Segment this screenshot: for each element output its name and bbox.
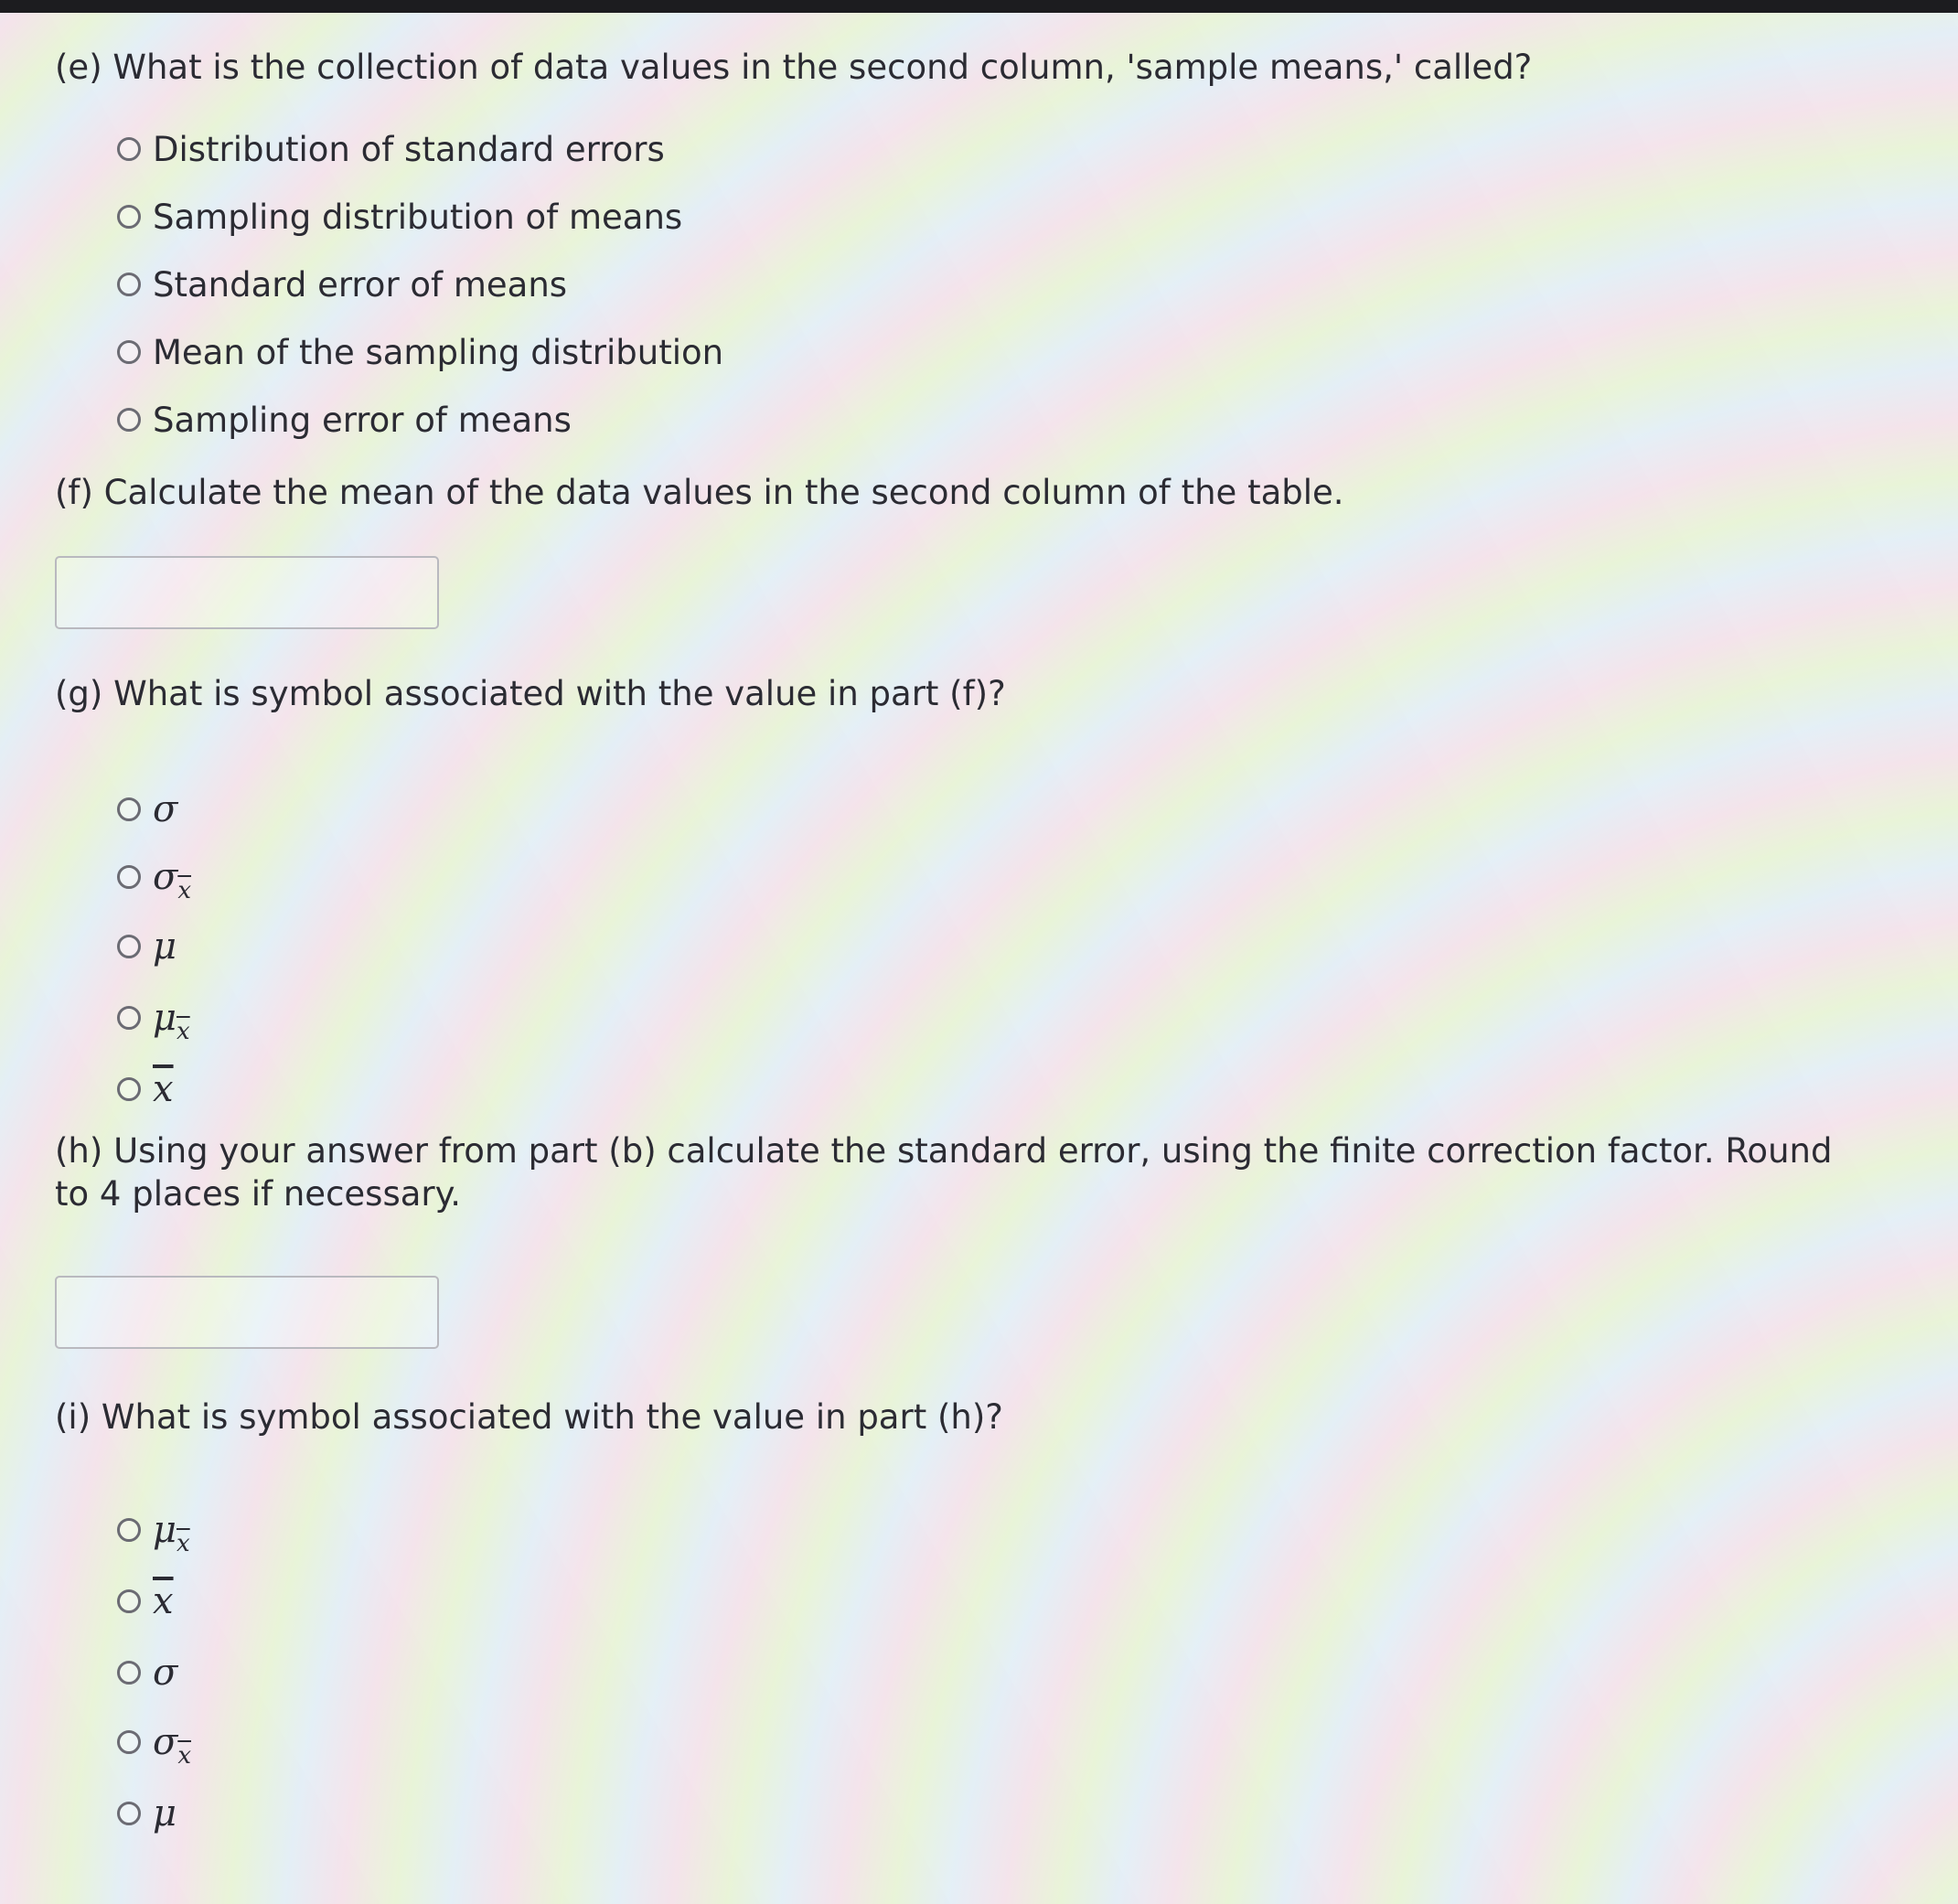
- symbol-mu: μ: [153, 925, 177, 968]
- window-top-bar: [0, 0, 1958, 13]
- option-e-1[interactable]: [117, 128, 665, 170]
- option-g-4[interactable]: [117, 997, 190, 1045]
- symbol-mu-xbar: $\mu_{\overline{x}}$: [153, 997, 190, 1045]
- radio-button[interactable]: [117, 865, 141, 889]
- option-label: Sampling distribution of means: [153, 197, 683, 237]
- radio-button[interactable]: [117, 205, 141, 229]
- option-i-3[interactable]: [117, 1652, 177, 1694]
- question-g-prompt: (g) What is symbol associated with the value in part (f)?: [55, 674, 1006, 713]
- symbol-sigma: σ: [153, 1652, 178, 1694]
- option-i-1[interactable]: [117, 1509, 190, 1557]
- question-i-prompt: (i) What is symbol associated with the value in part (h)?: [55, 1397, 1003, 1437]
- symbol-mu-xbar: $\mu_{\overline{x}}$: [153, 1509, 190, 1557]
- question-h-prompt: (h) Using your answer from part (b) calculate the standard error, using the finite correction factor. Round to 4 places if necessary.: [55, 1131, 1833, 1214]
- radio-button[interactable]: [117, 1730, 141, 1754]
- answer-input-f[interactable]: [55, 556, 439, 629]
- radio-button[interactable]: [117, 1077, 141, 1101]
- symbol-xbar: $\overline{x}$: [153, 1580, 174, 1622]
- option-label: Sampling error of means: [153, 400, 572, 440]
- option-i-4[interactable]: [117, 1721, 191, 1770]
- radio-button[interactable]: [117, 137, 141, 161]
- option-g-2[interactable]: [117, 856, 191, 904]
- symbol-sigma: σ: [153, 788, 178, 830]
- option-e-2[interactable]: [117, 196, 682, 238]
- radio-button[interactable]: [117, 1661, 141, 1685]
- symbol-xbar: $\overline{x}$: [153, 1068, 174, 1110]
- option-label: Mean of the sampling distribution: [153, 332, 724, 372]
- question-f-prompt: (f) Calculate the mean of the data values in the second column of the table.: [55, 473, 1344, 512]
- radio-button[interactable]: [117, 935, 141, 958]
- option-g-5[interactable]: [117, 1068, 174, 1110]
- radio-button[interactable]: [117, 1589, 141, 1613]
- radio-button[interactable]: [117, 273, 141, 296]
- option-g-3[interactable]: [117, 925, 177, 968]
- answer-input-h[interactable]: [55, 1276, 439, 1349]
- option-g-1[interactable]: [117, 788, 177, 830]
- radio-button[interactable]: [117, 340, 141, 364]
- option-i-2[interactable]: [117, 1580, 174, 1622]
- symbol-sigma-xbar: $\sigma_{\overline{x}}$: [153, 856, 191, 904]
- radio-button[interactable]: [117, 1802, 141, 1825]
- symbol-mu: μ: [153, 1792, 177, 1834]
- option-e-4[interactable]: [117, 331, 723, 373]
- option-e-3[interactable]: [117, 263, 567, 305]
- option-i-5[interactable]: [117, 1792, 177, 1834]
- question-e-prompt: (e) What is the collection of data values in the second column, 'sample means,' called?: [55, 48, 1533, 87]
- radio-button[interactable]: [117, 1006, 141, 1030]
- radio-button[interactable]: [117, 797, 141, 821]
- symbol-sigma-xbar: $\sigma_{\overline{x}}$: [153, 1721, 191, 1770]
- option-label: Distribution of standard errors: [153, 129, 665, 169]
- option-e-5[interactable]: [117, 399, 572, 441]
- option-label: Standard error of means: [153, 264, 568, 305]
- radio-button[interactable]: [117, 1518, 141, 1542]
- radio-button[interactable]: [117, 408, 141, 432]
